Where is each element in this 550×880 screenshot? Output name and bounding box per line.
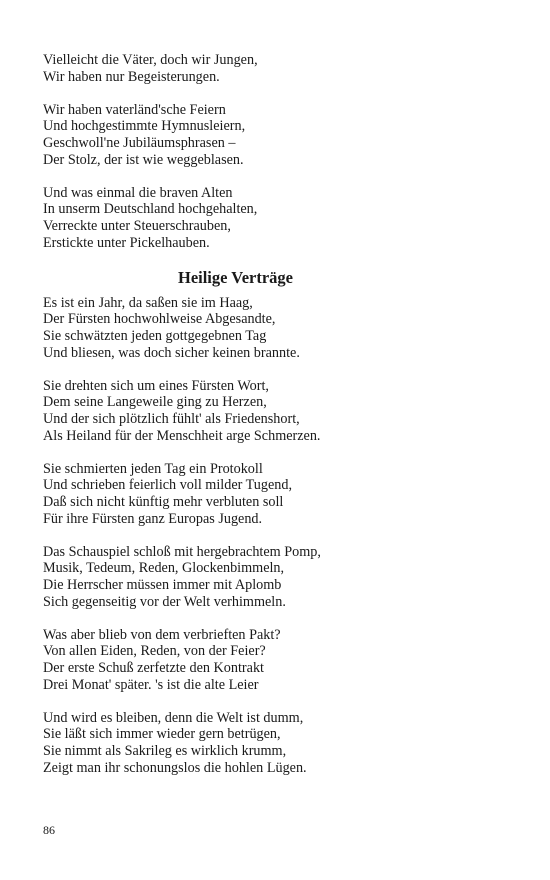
poem bbox=[43, 295, 513, 777]
stanza bbox=[43, 627, 513, 694]
verse-line: In unserm Deutschland hochgehalten, bbox=[43, 201, 258, 218]
page-body bbox=[43, 52, 513, 793]
verse-line: Wir haben nur Begeisterungen. bbox=[43, 68, 220, 85]
verse-line: Und schrieben feierlich voll milder Tugend, bbox=[43, 477, 293, 494]
stanza bbox=[43, 185, 513, 252]
verse-line: Und der sich plötzlich fühlt' als Friedenshort, bbox=[43, 411, 300, 427]
verse-line: Vielleicht die Väter, doch wir Jungen, bbox=[43, 52, 258, 68]
stanza bbox=[43, 102, 513, 169]
verse-line: Und was einmal die braven Alten bbox=[43, 184, 233, 201]
verse-line: Was aber blieb von dem verbrieften Pakt? bbox=[43, 626, 281, 643]
verse-line: Für ihre Fürsten ganz Europas Jugend. bbox=[43, 510, 263, 527]
verse-line: Dem seine Langeweile ging zu Herzen, bbox=[43, 394, 267, 411]
verse-line: Wir haben vaterländ'sche Feiern bbox=[43, 101, 226, 118]
verse-line: Der erste Schuß zerfetzte den Kontrakt bbox=[43, 660, 264, 676]
stanza bbox=[43, 544, 513, 611]
stanza bbox=[43, 461, 513, 528]
stanza bbox=[43, 710, 513, 777]
verse-line: Zeigt man ihr schonungslos die hohlen Lügen. bbox=[43, 759, 307, 776]
verse-line: Sie nimmt als Sakrileg es wirklich krumm, bbox=[43, 743, 287, 759]
verse-line: Der Stolz, der ist wie weggeblasen. bbox=[43, 151, 244, 168]
page-number: 86 bbox=[43, 823, 55, 837]
verse-line: Sie läßt sich immer wieder gern betrügen, bbox=[43, 726, 281, 743]
verse-line: Erstickte unter Pickelhauben. bbox=[43, 234, 210, 251]
verse-line: Geschwoll'ne Jubiläumsphrasen – bbox=[43, 135, 236, 151]
verse-line: Musik, Tedeum, Reden, Glockenbimmeln, bbox=[43, 560, 285, 577]
verse-line: Sie schmierten jeden Tag ein Protokoll bbox=[43, 460, 263, 477]
poem-title: Heilige Verträge bbox=[177, 267, 293, 287]
verse-line: Die Herrscher müssen immer mit Aplomb bbox=[43, 577, 282, 593]
stanza bbox=[43, 52, 513, 86]
verse-line: Sie drehten sich um eines Fürsten Wort, bbox=[43, 377, 269, 394]
verse-line: Daß sich nicht künftig mehr verbluten soll bbox=[43, 494, 284, 510]
verse-line: Verreckte unter Steuerschrauben, bbox=[43, 218, 231, 234]
stanza bbox=[43, 378, 513, 445]
verse-line: Und bliesen, was doch sicher keinen brannte. bbox=[43, 344, 300, 361]
verse-line: Es ist ein Jahr, da saßen sie im Haag, bbox=[43, 294, 253, 311]
verse-line: Als Heiland für der Menschheit arge Schmerzen. bbox=[43, 427, 321, 444]
verse-line: Und wird es bleiben, denn die Welt ist dumm, bbox=[43, 709, 304, 726]
verse-line: Der Fürsten hochwohlweise Abgesandte, bbox=[43, 311, 276, 328]
verse-line: Und hochgestimmte Hymnusleiern, bbox=[43, 118, 246, 135]
verse-line: Das Schauspiel schloß mit hergebrachtem Pomp, bbox=[43, 543, 321, 560]
verse-line: Von allen Eiden, Reden, von der Feier? bbox=[43, 643, 266, 660]
stanza bbox=[43, 295, 513, 362]
verse-line: Sich gegenseitig vor der Welt verhimmeln. bbox=[43, 593, 286, 610]
verse-line: Sie schwätzten jeden gottgegebnen Tag bbox=[43, 328, 267, 344]
preceding-poem bbox=[43, 52, 513, 252]
verse-line: Drei Monat' später. 's ist die alte Leier bbox=[43, 676, 259, 693]
